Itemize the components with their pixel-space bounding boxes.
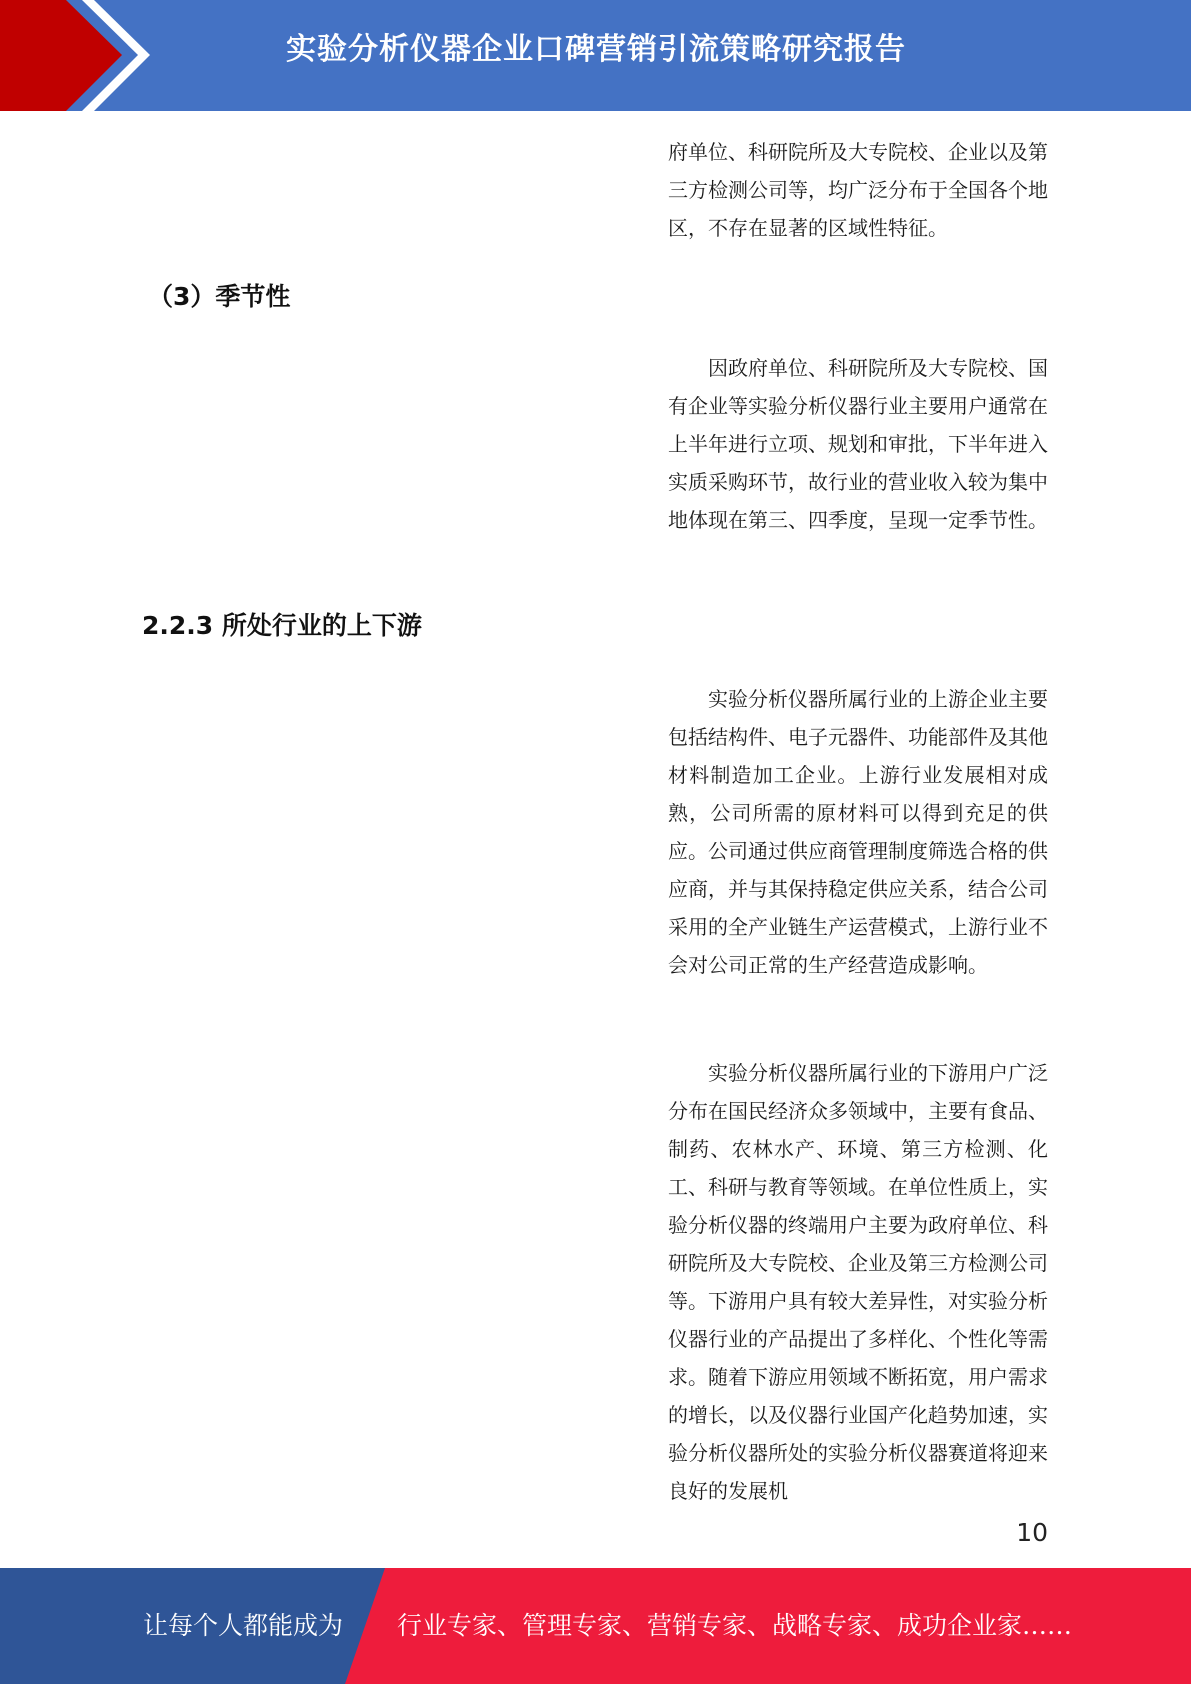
heading-upstream-downstream: 2.2.3 所处行业的上下游: [142, 611, 422, 640]
header-arrow-decoration: [0, 0, 160, 111]
paragraph-region-continuation: 府单位、科研院所及大专院校、企业以及第三方检测公司等，均广泛分布于全国各个地区，不存在显著的区域性特征。: [668, 140, 1048, 240]
page-number: 10: [1016, 1518, 1048, 1547]
page-header: [0, 0, 1191, 111]
footer-slogan-left: 让每个人都能成为: [143, 1611, 344, 1640]
paragraph-seasonality: 因政府单位、科研院所及大专院校、国有企业等实验分析仪器行业主要用户通常在上半年进行立项、规划和审批，下半年进入实质采购环节，故行业的营业收入较为集中地体现在第三、四季度，呈现一定季节性。: [668, 356, 1048, 532]
footer-slogan-right: 行业专家、管理专家、营销专家、战略专家、成功企业家……: [397, 1611, 1073, 1640]
report-title: 实验分析仪器企业口碑营销引流策略研究报告: [286, 32, 906, 67]
paragraph-upstream: 实验分析仪器所属行业的上游企业主要包括结构件、电子元器件、功能部件及其他材料制造加工企业。上游行业发展相对成熟，公司所需的原材料可以得到充足的供应。公司通过供应商管理制度筛选合格的供应商，并与其保持稳定供应关系，结合公司采用的全产业链生产运营模式，上游行业不会对公司正常的生产经营造成影响。: [668, 687, 1048, 977]
heading-seasonality: （3）季节性: [148, 282, 291, 311]
page-footer: [0, 1568, 1191, 1684]
paragraph-downstream: 实验分析仪器所属行业的下游用户广泛分布在国民经济众多领域中，主要有食品、制药、农林水产、环境、第三方检测、化工、科研与教育等领域。在单位性质上，实验分析仪器的终端用户主要为政府单位、科研院所及大专院校、企业及第三方检测公司等。下游用户具有较大差异性，对实验分析仪器行业的产品提出了多样化、个性化等需求。随着下游应用领域不断拓宽，用户需求的增长，以及仪器行业国产化趋势加速，实验分析仪器所处的实验分析仪器赛道将迎来良好的发展机: [668, 1061, 1048, 1503]
